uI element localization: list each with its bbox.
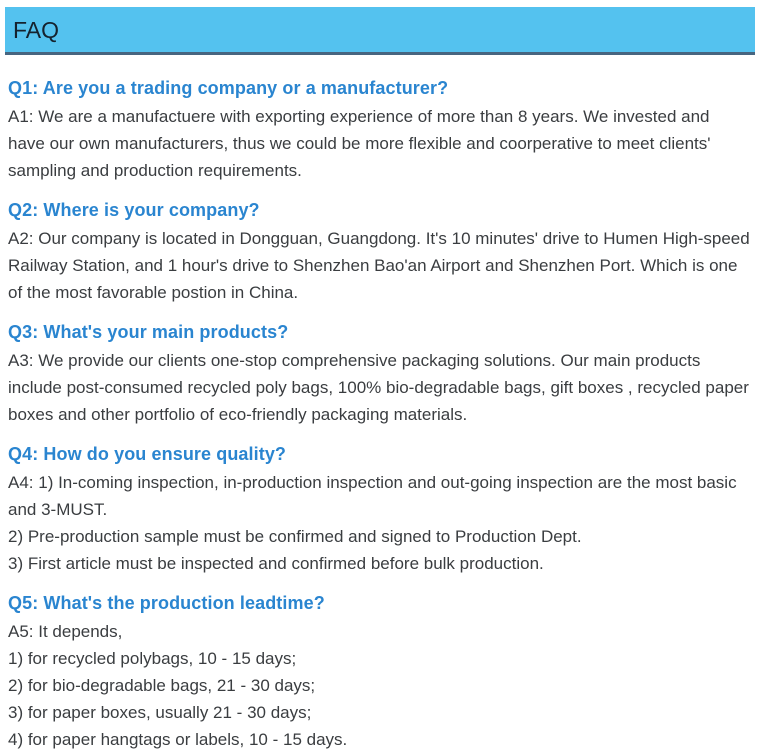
faq-section-header bbox=[5, 7, 755, 55]
faq-answer-paragraph: A3: We provide our clients one-stop comprehensive packaging solutions. Our main products include post-consumed recycled poly bags, 100% bio-degradable bags, gift boxes , recycled paper boxes and other portfolio of eco-friendly packaging materials. bbox=[8, 351, 749, 424]
faq-item bbox=[8, 200, 751, 306]
faq-question: Q2: Where is your company? bbox=[8, 200, 260, 220]
faq-answer-paragraph: A5: It depends, bbox=[8, 622, 123, 641]
faq-answer-paragraph: 3) for paper boxes, usually 21 - 30 days; bbox=[8, 703, 312, 722]
faq-answer-paragraph: 4) for paper hangtags or labels, 10 - 15 days. bbox=[8, 730, 348, 749]
faq-question: Q3: What's your main products? bbox=[8, 322, 289, 342]
faq-answer-paragraph: 2) Pre-production sample must be confirmed and signed to Production Dept. bbox=[8, 527, 582, 546]
faq-answer-paragraph: A2: Our company is located in Dongguan, Guangdong. It's 10 minutes' drive to Humen High-speed Railway Station, and 1 hour's drive to Shenzhen Bao'an Airport and Shenzhen Port. Which is one of the most favorable postion in China. bbox=[8, 229, 750, 302]
faq-item bbox=[8, 444, 751, 577]
faq-answer-paragraph: A1: We are a manufactuere with exporting experience of more than 8 years. We invested and have our own manufacturers, thus we could be more flexible and coorperative to meet clients' sampling and production requirements. bbox=[8, 107, 711, 180]
faq-answer-paragraph: A4: 1) In-coming inspection, in-production inspection and out-going inspection are the most basic and 3-MUST. bbox=[8, 473, 737, 519]
faq-question: Q4: How do you ensure quality? bbox=[8, 444, 287, 464]
faq-item bbox=[8, 78, 751, 184]
page-title: FAQ bbox=[13, 17, 60, 43]
faq-list bbox=[0, 55, 765, 753]
faq-answer-paragraph: 1) for recycled polybags, 10 - 15 days; bbox=[8, 649, 297, 668]
faq-question: Q5: What's the production leadtime? bbox=[8, 593, 325, 613]
faq-answer-paragraph: 2) for bio-degradable bags, 21 - 30 days; bbox=[8, 676, 316, 695]
faq-question: Q1: Are you a trading company or a manufacturer? bbox=[8, 78, 449, 98]
faq-item bbox=[8, 322, 751, 428]
faq-item bbox=[8, 593, 751, 753]
faq-answer-paragraph: 3) First article must be inspected and confirmed before bulk production. bbox=[8, 554, 544, 573]
